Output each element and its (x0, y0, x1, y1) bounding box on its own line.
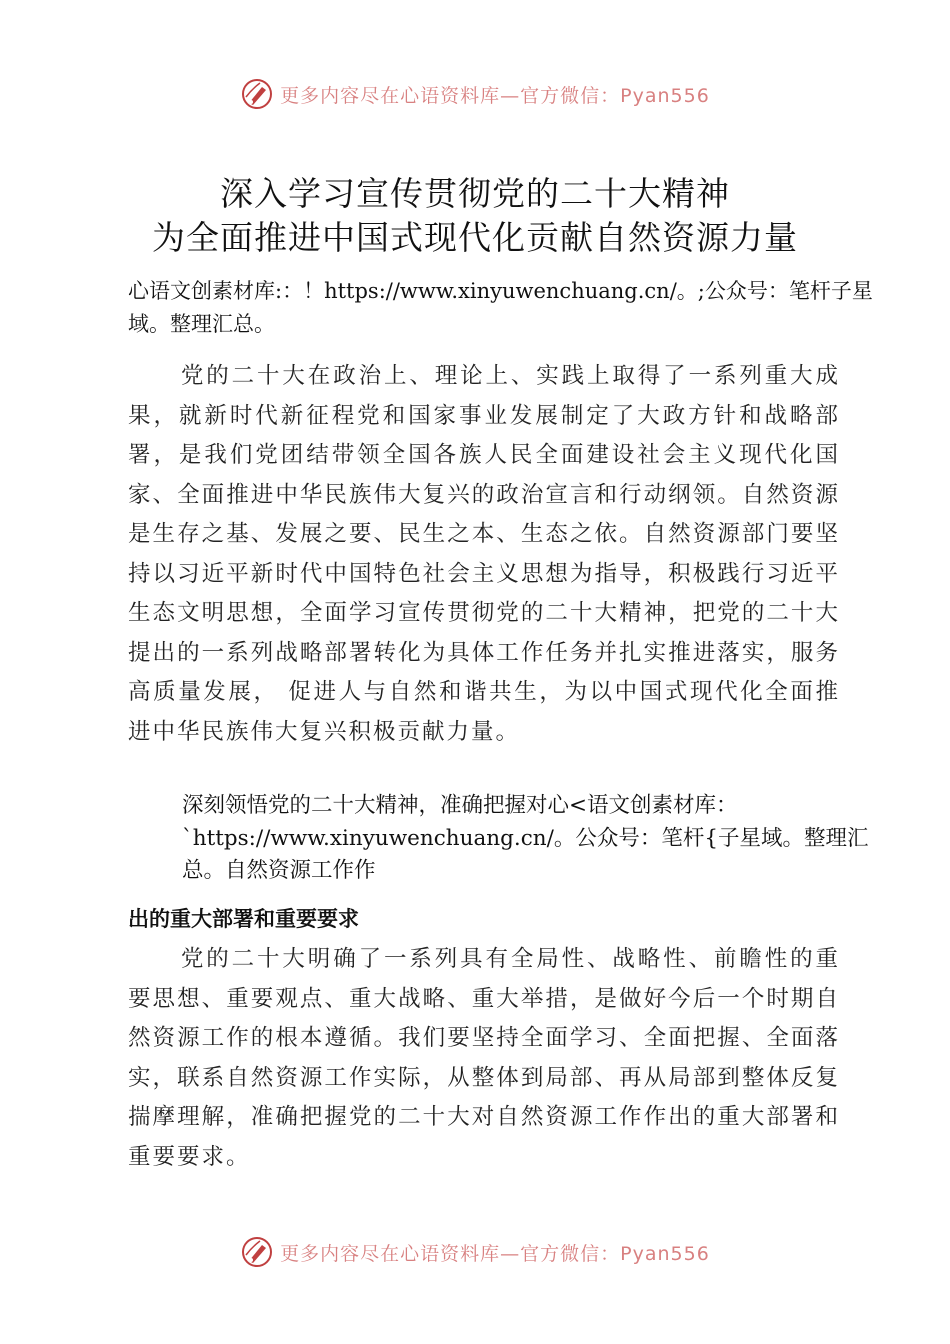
section-note: 深刻领悟党的二十大精神，准确把握对心<语文创素材库：`https://www.xinyuwenchuang.cn/。公众号：笔杆{子星域。整理汇总。自然资源工作作 (182, 793, 869, 883)
header-banner (0, 70, 950, 118)
banner-label: 更多内容尽在心语资料库—官方微信： (280, 84, 621, 107)
paragraph-1 (128, 357, 840, 752)
paragraph-2 (128, 940, 840, 1177)
banner-text (280, 81, 710, 108)
footer-banner (0, 1228, 950, 1276)
fountain-pen-circle-logo-icon (240, 1235, 274, 1269)
title-line-1: 深入学习宣传贯彻党的二十大精神 (220, 174, 730, 213)
wechat-id: Pyan556 (620, 84, 710, 107)
wechat-id: Pyan556 (620, 1242, 710, 1265)
fountain-pen-circle-logo-icon (240, 77, 274, 111)
title-line-2: 为全面推进中国式现代化贡献自然资源力量 (152, 218, 798, 257)
paragraph-2-text: 党的二十大明确了一系列具有全局性、战略性、前瞻性的重要思想、重要观点、重大战略、重大举措，是做好今后一个时期自然资源工作的根本遵循。我们要坚持全面学习、全面把握、全面落实，联系自然资源工作实际，从整体到局部、再从局部到整体反复揣摩理解，准确把握党的二十大对自然资源工作作出的重大部署和重要要求。 (128, 946, 840, 1170)
paragraph-1-text: 党的二十大在政治上、理论上、实践上取得了一系列重大成果，就新时代新征程党和国家事业发展制定了大政方针和战略部署，是我们党团结带领全国各族人民全面建设社会主义现代化国家、全面推进中华民族伟大复兴的政治宣言和行动纲领。自然资源是生存之基、发展之要、民生之本、生态之依。自然资源部门要坚持以习近平新时代中国特色社会主义思想为指导，积极践行习近平生态文明思想，全面学习宣传贯彻党的二十大精神，把党的二十大提出的一系列战略部署转化为具体工作任务并扎实推进落实，服务高质量发展， 促进人与自然和谐共生，为以中国式现代化全面推进中华民族伟大复兴积极贡献力量。 (128, 363, 840, 745)
source-note: 心语文创素材库:：！https://www.xinyuwenchuang.cn/。;公众号：笔杆子星域。整理汇总。 (128, 279, 873, 336)
banner-text (280, 1239, 710, 1266)
banner-label: 更多内容尽在心语资料库—官方微信： (280, 1242, 621, 1265)
section-heading: 出的重大部署和重要要求 (128, 907, 359, 931)
